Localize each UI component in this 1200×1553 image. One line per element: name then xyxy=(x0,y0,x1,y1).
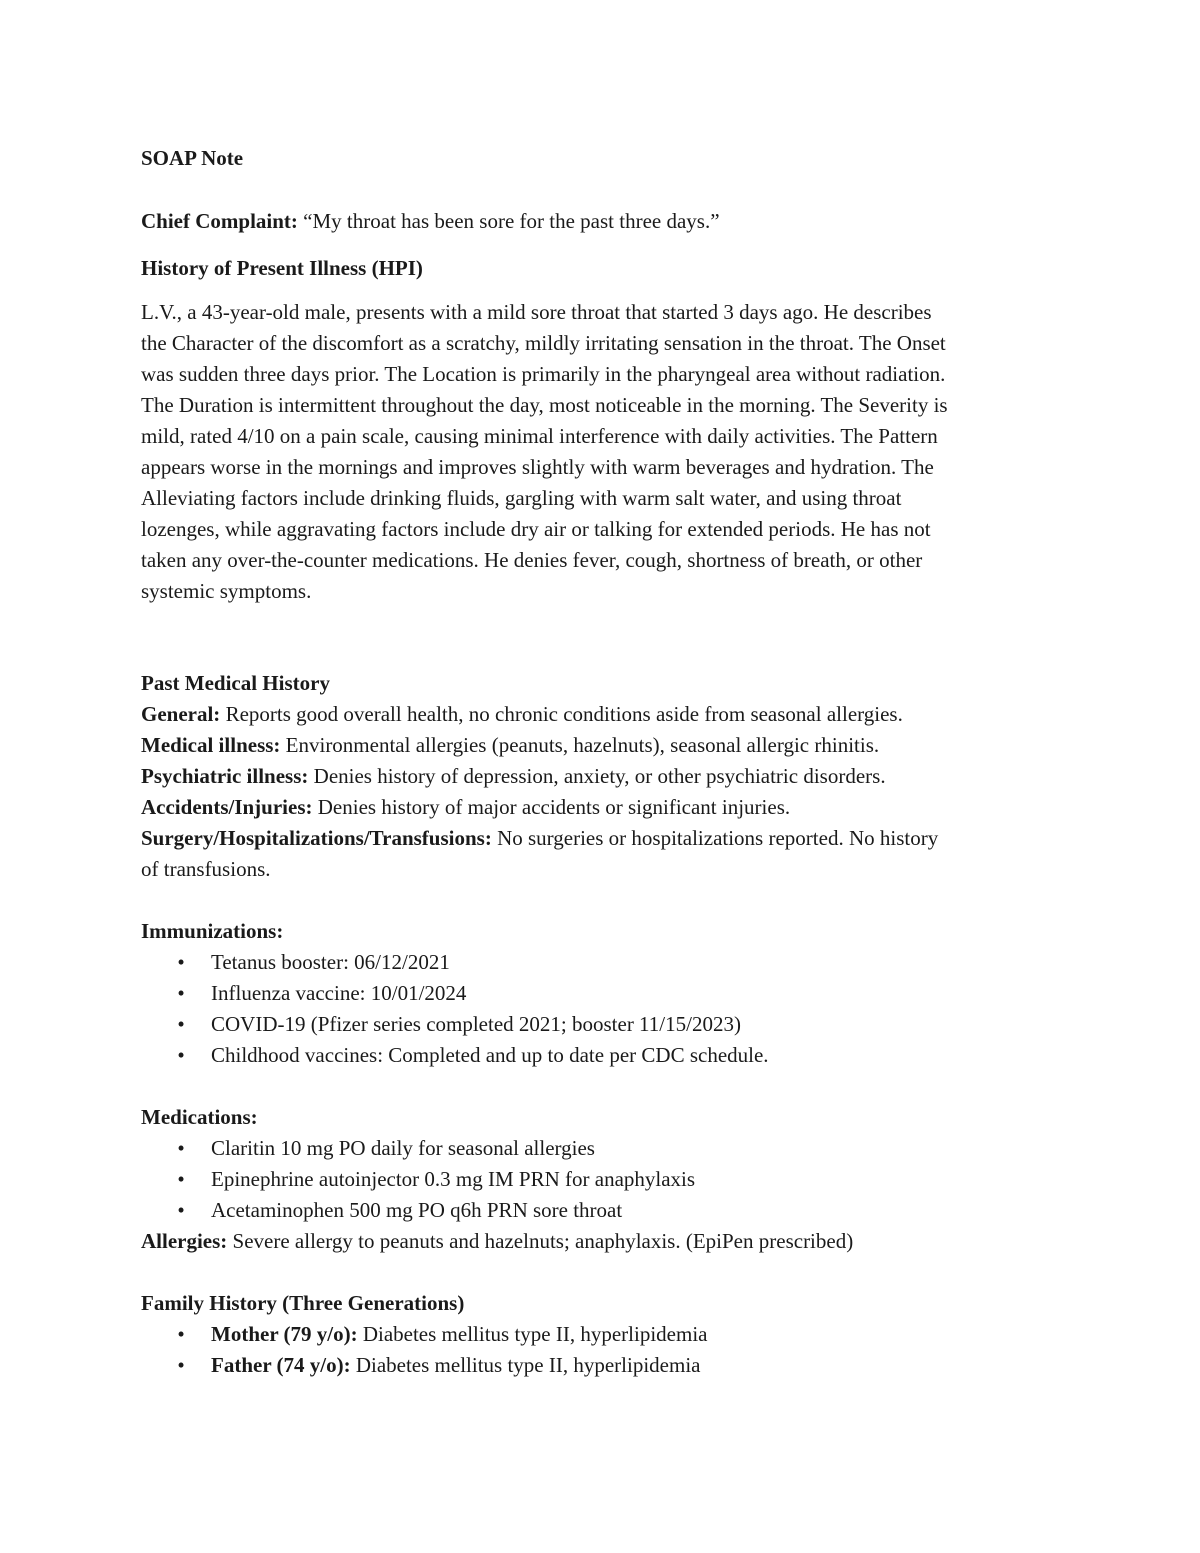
hpi-line: mild, rated 4/10 on a pain scale, causing minimal interference with daily activities. The Pattern xyxy=(141,424,938,448)
pmh-surgery xyxy=(141,823,1061,854)
bullet-icon: • xyxy=(177,1043,185,1067)
list-item-text: Epinephrine autoinjector 0.3 mg IM PRN for anaphylaxis xyxy=(211,1167,696,1191)
pmh-surgery-label: Surgery/Hospitalizations/Transfusions: xyxy=(141,826,492,850)
pmh-general xyxy=(141,699,1061,730)
family-member-text: Diabetes mellitus type II, hyperlipidemia xyxy=(357,1322,708,1346)
hpi-line: systemic symptoms. xyxy=(141,579,312,603)
family-member-text: Diabetes mellitus type II, hyperlipidemia xyxy=(350,1353,701,1377)
document-body xyxy=(141,143,1061,1381)
bullet-icon: • xyxy=(177,1012,185,1036)
list-item-text: Childhood vaccines: Completed and up to date per CDC schedule. xyxy=(211,1043,769,1067)
list-item-text: Acetaminophen 500 mg PO q6h PRN sore throat xyxy=(211,1198,623,1222)
list-item-text: Claritin 10 mg PO daily for seasonal allergies xyxy=(211,1136,595,1160)
list-item-text: Tetanus booster: 06/12/2021 xyxy=(211,950,450,974)
hpi-line: Alleviating factors include drinking fluids, gargling with warm salt water, and using throat xyxy=(141,486,902,510)
pmh-psychiatric-text: Denies history of depression, anxiety, or other psychiatric disorders. xyxy=(308,764,886,788)
bullet-icon: • xyxy=(177,981,185,1005)
list-item xyxy=(141,1350,1061,1381)
list-item xyxy=(141,1319,1061,1350)
immunizations-heading: Immunizations: xyxy=(141,919,284,943)
pmh-general-text: Reports good overall health, no chronic conditions aside from seasonal allergies. xyxy=(220,702,903,726)
pmh-surgery-text: No surgeries or hospitalizations reported. No history xyxy=(491,826,939,850)
hpi-line: was sudden three days prior. The Location is primarily in the pharyngeal area without radiation. xyxy=(141,362,946,386)
list-item xyxy=(141,1040,1061,1071)
hpi-line: appears worse in the mornings and improves slightly with warm beverages and hydration. The xyxy=(141,455,934,479)
pmh-medical-text: Environmental allergies (peanuts, hazelnuts), seasonal allergic rhinitis. xyxy=(280,733,880,757)
hpi-line: the Character of the discomfort as a scratchy, mildly irritating sensation in the throat. The Onset xyxy=(141,331,946,355)
pmh-general-label: General: xyxy=(141,702,221,726)
medications-list xyxy=(141,1133,1061,1226)
list-item xyxy=(141,1164,1061,1195)
allergies-text: Severe allergy to peanuts and hazelnuts; anaphylaxis. (EpiPen prescribed) xyxy=(227,1229,854,1253)
pmh-accidents-injuries xyxy=(141,792,1061,823)
family-history-list xyxy=(141,1319,1061,1381)
hpi-paragraph xyxy=(141,297,1061,607)
family-member-label: Father (74 y/o): xyxy=(211,1353,351,1377)
family-member-label: Mother (79 y/o): xyxy=(211,1322,358,1346)
bullet-icon: • xyxy=(177,950,185,974)
hpi-line: The Duration is intermittent throughout the day, most noticeable in the morning. The Severity is xyxy=(141,393,948,417)
hpi-line: L.V., a 43-year-old male, presents with a mild sore throat that started 3 days ago. He describes xyxy=(141,300,932,324)
allergies xyxy=(141,1226,1061,1257)
bullet-icon: • xyxy=(177,1353,185,1377)
pmh-accidents-text: Denies history of major accidents or significant injuries. xyxy=(312,795,791,819)
hpi-heading: History of Present Illness (HPI) xyxy=(141,256,423,280)
list-item xyxy=(141,947,1061,978)
pmh-surgery-continued: of transfusions. xyxy=(141,857,271,881)
medications-heading: Medications: xyxy=(141,1105,258,1129)
family-history-heading: Family History (Three Generations) xyxy=(141,1291,465,1315)
document-title: SOAP Note xyxy=(141,146,244,170)
hpi-line: taken any over-the-counter medications. He denies fever, cough, shortness of breath, or other xyxy=(141,548,923,572)
list-item-text: COVID-19 (Pfizer series completed 2021; booster 11/15/2023) xyxy=(211,1012,741,1036)
hpi-line: lozenges, while aggravating factors include dry air or talking for extended periods. He has not xyxy=(141,517,931,541)
list-item xyxy=(141,1009,1061,1040)
list-item xyxy=(141,1133,1061,1164)
allergies-label: Allergies: xyxy=(141,1229,228,1253)
bullet-icon: • xyxy=(177,1322,185,1346)
chief-complaint-text: “My throat has been sore for the past three days.” xyxy=(303,209,720,233)
pmh-accidents-label: Accidents/Injuries: xyxy=(141,795,313,819)
pmh-psychiatric-illness xyxy=(141,761,1061,792)
bullet-icon: • xyxy=(177,1136,185,1160)
pmh-heading: Past Medical History xyxy=(141,671,330,695)
list-item-text: Influenza vaccine: 10/01/2024 xyxy=(211,981,467,1005)
immunizations-list xyxy=(141,947,1061,1071)
pmh-psychiatric-label: Psychiatric illness: xyxy=(141,764,309,788)
chief-complaint xyxy=(141,206,1061,237)
pmh-medical-illness xyxy=(141,730,1061,761)
bullet-icon: • xyxy=(177,1167,185,1191)
bullet-icon: • xyxy=(177,1198,185,1222)
list-item xyxy=(141,978,1061,1009)
list-item xyxy=(141,1195,1061,1226)
chief-complaint-label: Chief Complaint: xyxy=(141,209,298,233)
pmh-medical-label: Medical illness: xyxy=(141,733,281,757)
